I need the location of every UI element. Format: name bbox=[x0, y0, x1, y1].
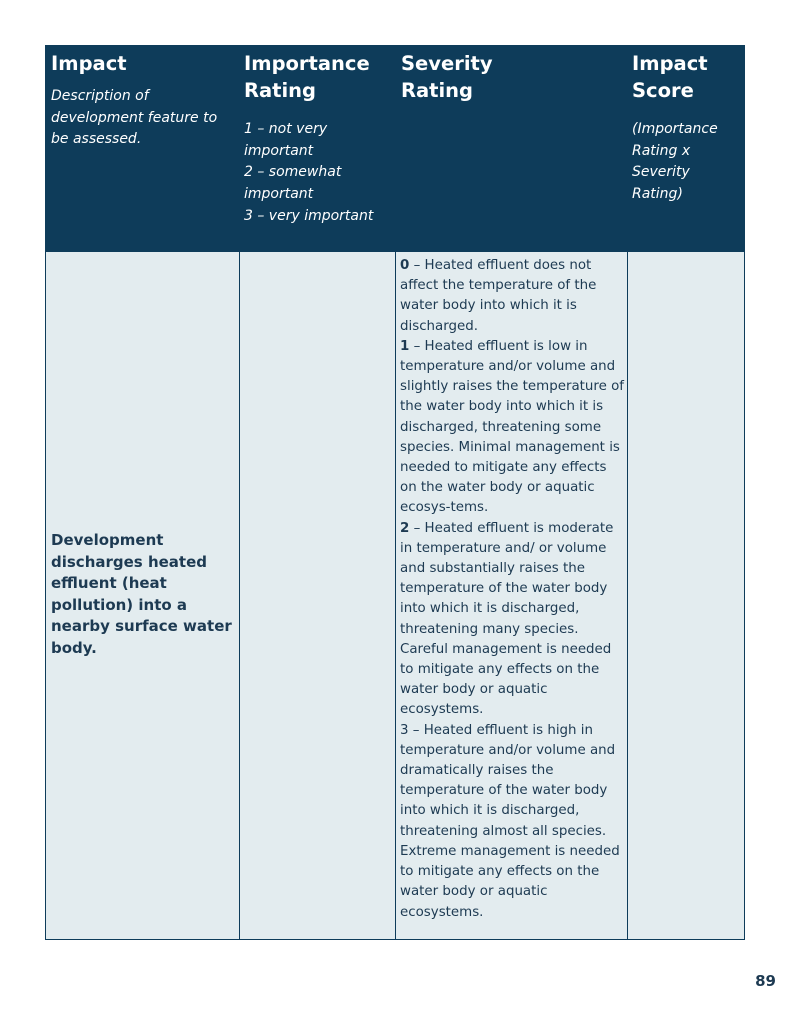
severity-level-3 bbox=[400, 721, 624, 923]
header-score-title-line2: Score bbox=[632, 79, 694, 102]
severity-level-0 bbox=[400, 256, 624, 337]
severity-level-text: – Heated effluent is high in temperature and/or volume and dramatically raises the temperature of the water body into which it is discharged, threatening almost all species. Extreme management is needed to mitigate any effects on the water body or aquatic ecosystems. bbox=[400, 722, 620, 920]
severity-level-text: – Heated effluent does not affect the temperature of the water body into which it is discharged. bbox=[400, 258, 597, 334]
impact-description: Development discharges heated effluent (heat pollution) into a nearby surface water body. bbox=[51, 531, 232, 657]
severity-level-number: 2 bbox=[400, 520, 410, 536]
page-number: 89 bbox=[755, 972, 776, 990]
header-severity-title-line1: Severity bbox=[401, 52, 493, 75]
severity-level-2 bbox=[400, 519, 624, 721]
impact-assessment-table bbox=[45, 45, 745, 940]
severity-level-text: – Heated effluent is low in temperature and/or volume and slightly raises the temperature of the water body into which it is discharged, threatening some species. Minimal management is needed to mitigate any effects on the water body or aquatic ecosys-tems. bbox=[400, 338, 624, 516]
header-impact bbox=[51, 46, 231, 151]
header-score-subtitle: (Importance Rating x Severity Rating) bbox=[632, 121, 718, 203]
header-severity bbox=[401, 46, 621, 104]
header-impact-subtitle: Description of development feature to be assessed. bbox=[51, 88, 218, 148]
header-impact-title: Impact bbox=[51, 52, 127, 75]
table-row bbox=[46, 252, 744, 939]
header-importance bbox=[244, 46, 396, 228]
severity-level-number: 3 bbox=[400, 722, 409, 738]
header-score bbox=[632, 46, 742, 206]
column-divider bbox=[239, 252, 240, 939]
severity-level-text: – Heated effluent is moderate in temperature and/ or volume and substantially raises the temperature of the water body into which it is discharged, threatening many species. Careful management is needed to mitigate any effects on the water body or aquatic ecosystems. bbox=[400, 520, 614, 718]
severity-level-number: 0 bbox=[400, 258, 410, 273]
severity-levels bbox=[400, 256, 624, 923]
header-importance-scale: 1 – not very important 2 – somewhat important 3 – very important bbox=[244, 121, 374, 224]
header-importance-title-line1: Importance bbox=[244, 52, 370, 75]
table-header bbox=[46, 46, 744, 252]
header-importance-title-line2: Rating bbox=[244, 79, 317, 102]
header-severity-title-line2: Rating bbox=[401, 79, 474, 102]
severity-level-1 bbox=[400, 337, 624, 519]
header-score-title-line1: Impact bbox=[632, 52, 708, 75]
column-divider bbox=[395, 252, 396, 939]
severity-level-number: 1 bbox=[400, 338, 410, 354]
column-divider bbox=[627, 252, 628, 939]
